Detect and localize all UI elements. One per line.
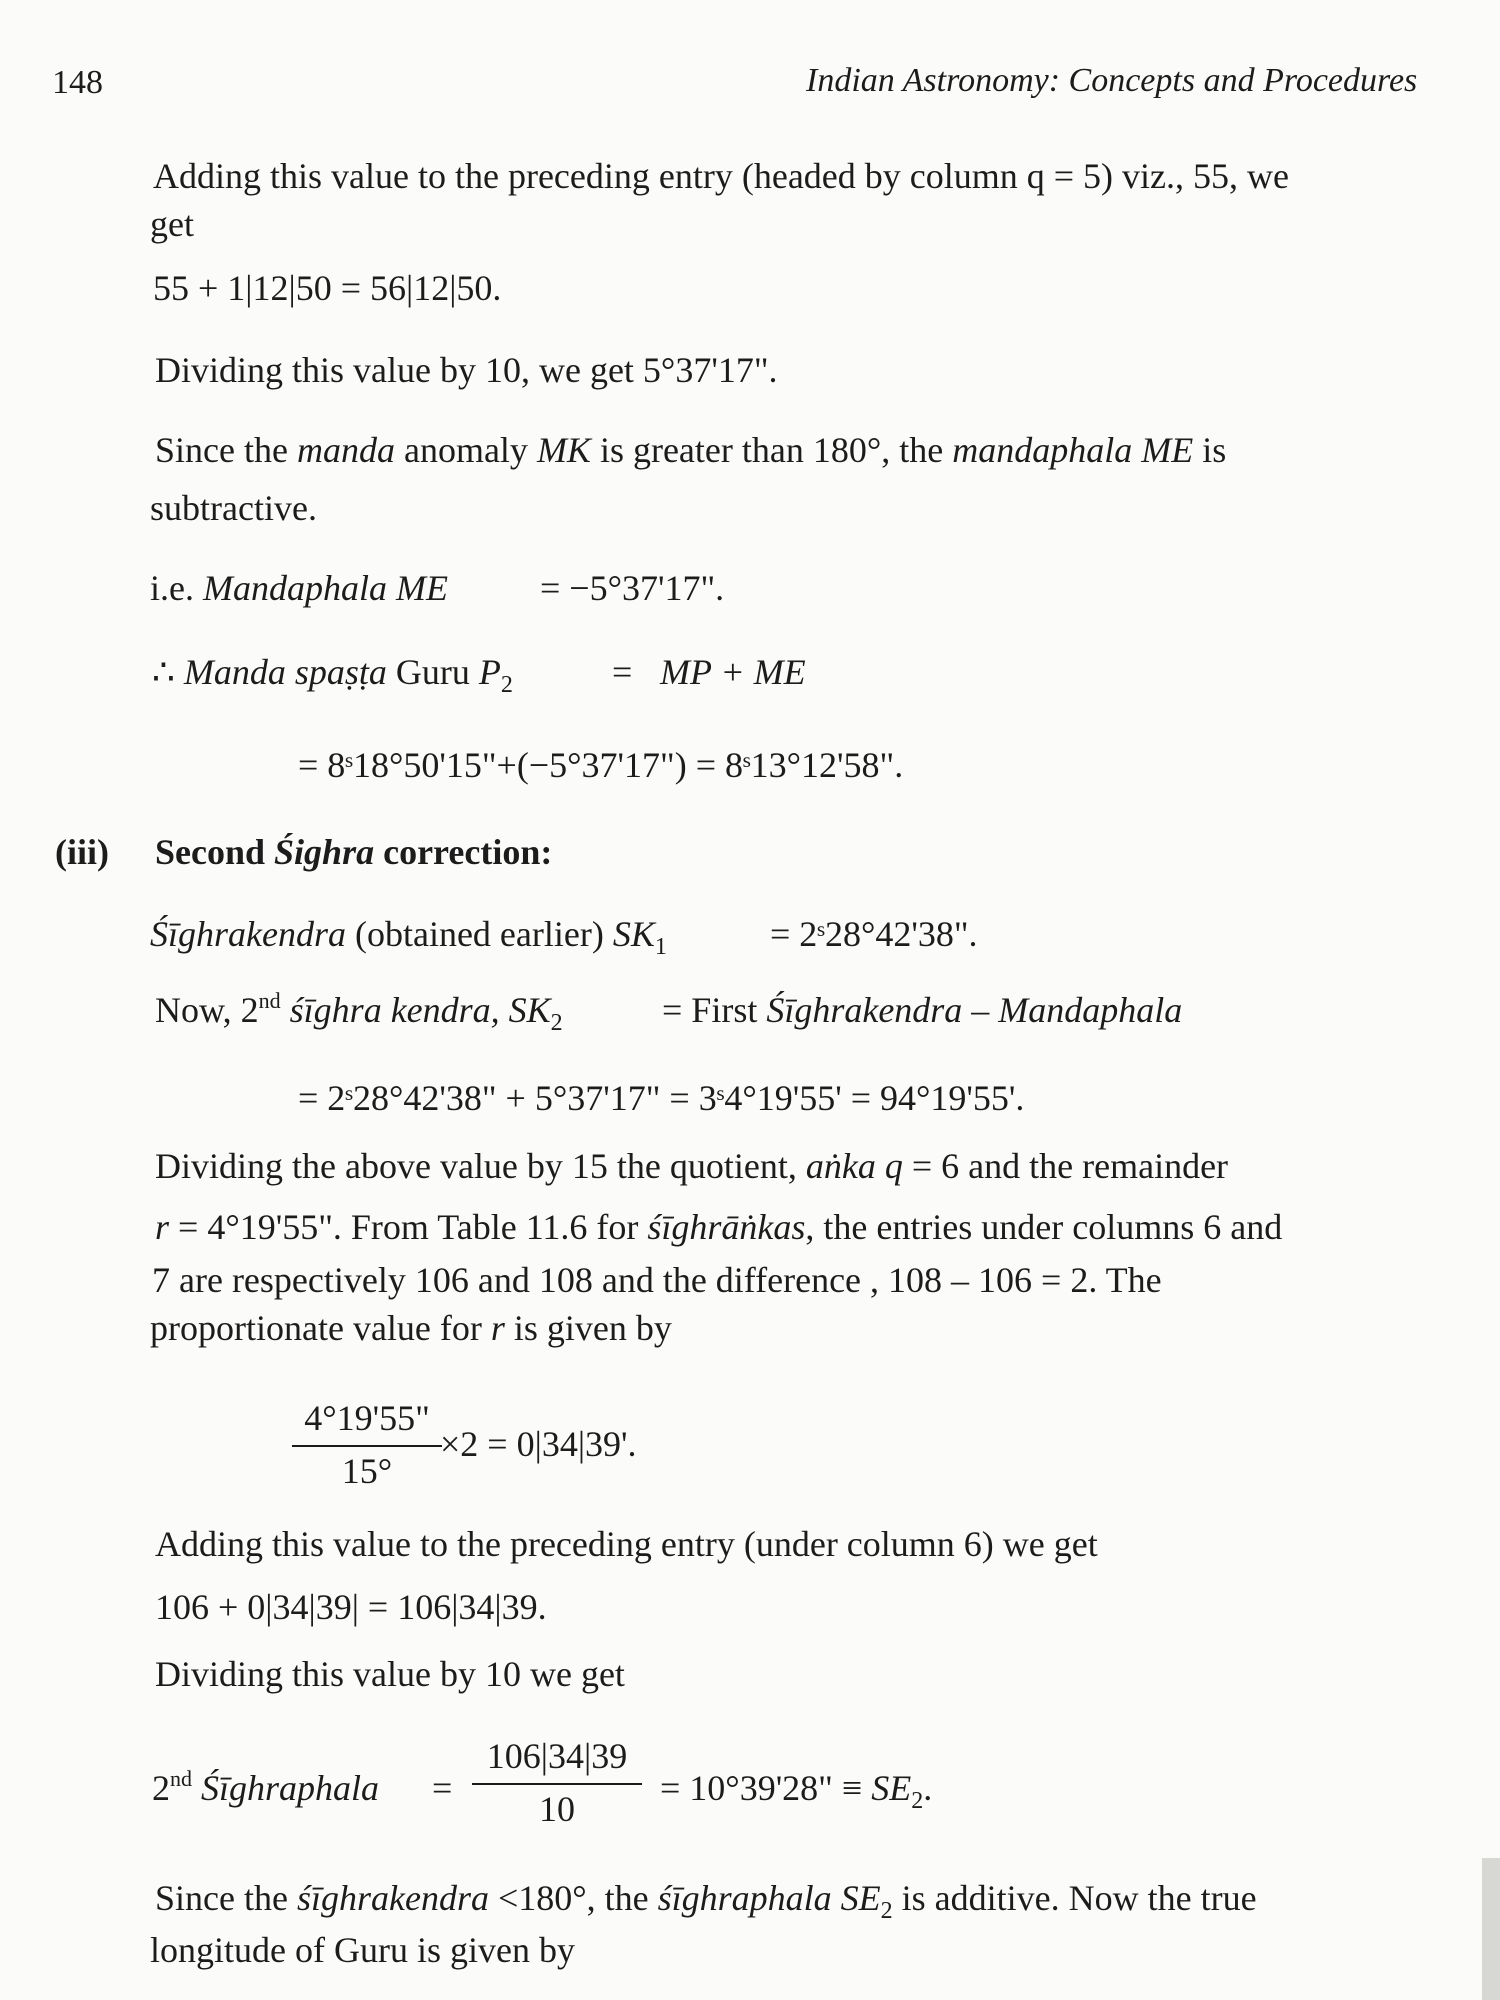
text: 2 [152, 1768, 170, 1808]
equation-line [150, 566, 448, 611]
equation-line: = 2ˢ28°42'38" + 5°37'17" = 3ˢ4°19'55' = 94°19'55'. [298, 1078, 1025, 1118]
term: śīghra kendra, SK [280, 990, 551, 1030]
section-number: (iii) [55, 832, 109, 872]
equation-line: = 8ˢ18°50'15"+(−5°37'17") = 8ˢ13°12'58". [298, 745, 904, 785]
subscript: 2 [880, 1898, 893, 1924]
text: = First [662, 990, 767, 1030]
text-line: get [150, 204, 194, 244]
text: , the entries under columns 6 and [805, 1207, 1283, 1247]
text: is [1193, 430, 1227, 470]
equation-value: = 2ˢ28°42'38". [770, 914, 978, 954]
text: = 6 and the remainder [902, 1146, 1229, 1186]
text: i.e. [150, 568, 203, 608]
subscript: 2 [500, 672, 513, 698]
text: Guru [386, 652, 479, 692]
text: . [923, 1768, 933, 1808]
equation-value [662, 988, 1182, 1033]
text: Second [155, 832, 275, 872]
fraction-numerator: 106|34|39 [486, 1736, 628, 1776]
term: śīghrakendra [296, 1878, 489, 1918]
term: aṅka q [805, 1146, 903, 1186]
term: Śighra [274, 832, 375, 872]
equals-sign: = [612, 652, 633, 692]
superscript: nd [170, 1766, 192, 1791]
term: MP + ME [660, 652, 806, 692]
text: is additive. Now the true [892, 1878, 1257, 1918]
text-line [155, 1876, 1257, 1924]
subscript: 2 [550, 1010, 563, 1036]
term: mandaphala ME [952, 430, 1194, 470]
equation-line: 106 + 0|34|39| = 106|34|39. [155, 1587, 547, 1627]
term: MK [536, 430, 591, 470]
fraction [292, 1396, 442, 1494]
text: Now, 2 [155, 990, 259, 1030]
text: (obtained earlier) [345, 914, 613, 954]
text: Dividing the above value by 15 the quotient, [155, 1146, 806, 1186]
text-line: Adding this value to the preceding entry (under column 6) we get [155, 1524, 1098, 1564]
text: = 4°19'55". From Table 11.6 for [169, 1207, 648, 1247]
text-line [155, 1144, 1228, 1189]
term: manda [296, 430, 395, 470]
text-line: longitude of Guru is given by [150, 1930, 575, 1970]
subscript: 2 [911, 1788, 924, 1814]
term: r [155, 1207, 170, 1247]
fraction-bar [292, 1445, 442, 1447]
text-line: subtractive. [150, 488, 317, 528]
term: Mandaphala ME [202, 568, 448, 608]
equation-line [155, 988, 563, 1036]
equals-sign: = [432, 1768, 453, 1808]
equation-line: 55 + 1|12|50 = 56|12|50. [153, 268, 502, 308]
term: SE [871, 1768, 912, 1808]
page-number: 148 [52, 64, 103, 101]
term: Śīghraphala [192, 1768, 380, 1808]
page-edge-shadow [1482, 1858, 1500, 2000]
equation-value [660, 1766, 933, 1814]
running-title [806, 60, 1417, 103]
term: Śīghrakendra [150, 914, 346, 954]
text: Since the [155, 430, 297, 470]
term: śīghraphala SE [657, 1878, 881, 1918]
fraction-denominator: 10 [539, 1789, 575, 1829]
term: śīghrāṅkas [647, 1207, 806, 1247]
text-line: Dividing this value by 10, we get 5°37'17". [155, 350, 778, 390]
section-heading [155, 830, 552, 875]
equation-value [660, 650, 806, 695]
equation-line [150, 912, 667, 960]
text-line [155, 1205, 1282, 1250]
fraction [472, 1734, 642, 1832]
text: is greater than 180°, the [590, 430, 953, 470]
text-line [155, 428, 1226, 473]
superscript: nd [258, 988, 281, 1013]
therefore-symbol: ∴ [152, 652, 184, 692]
equation-value: = −5°37'17". [540, 568, 725, 608]
text: = 10°39'28" ≡ [660, 1768, 872, 1808]
fraction-denominator: 15° [341, 1451, 393, 1491]
fraction-bar [472, 1783, 642, 1785]
text: is given by [504, 1308, 672, 1348]
term: Śīghrakendra – Mandaphala [766, 990, 1183, 1030]
text: Since the [155, 1878, 297, 1918]
text: anomaly [394, 430, 537, 470]
text-line [150, 1306, 672, 1351]
text-line: 7 are respectively 106 and 108 and the difference , 108 – 106 = 2. The [152, 1260, 1162, 1300]
subscript: 1 [654, 934, 667, 960]
text-line: Dividing this value by 10 we get [155, 1654, 625, 1694]
running-title-text: Indian Astronomy: Concepts and Procedures [806, 62, 1418, 99]
equation-line [152, 650, 513, 698]
term: P [478, 652, 501, 692]
text: correction: [374, 832, 553, 872]
equation-value: ×2 = 0|34|39'. [440, 1424, 637, 1464]
text: proportionate value for [150, 1308, 491, 1348]
equation-line [152, 1766, 379, 1811]
term: Manda spaṣṭa [183, 652, 387, 692]
fraction-numerator: 4°19'55" [304, 1398, 430, 1438]
term: r [490, 1308, 505, 1348]
term: SK [612, 914, 655, 954]
text-line: Adding this value to the preceding entry (headed by column q = 5) viz., 55, we [153, 156, 1290, 196]
text: <180°, the [488, 1878, 658, 1918]
